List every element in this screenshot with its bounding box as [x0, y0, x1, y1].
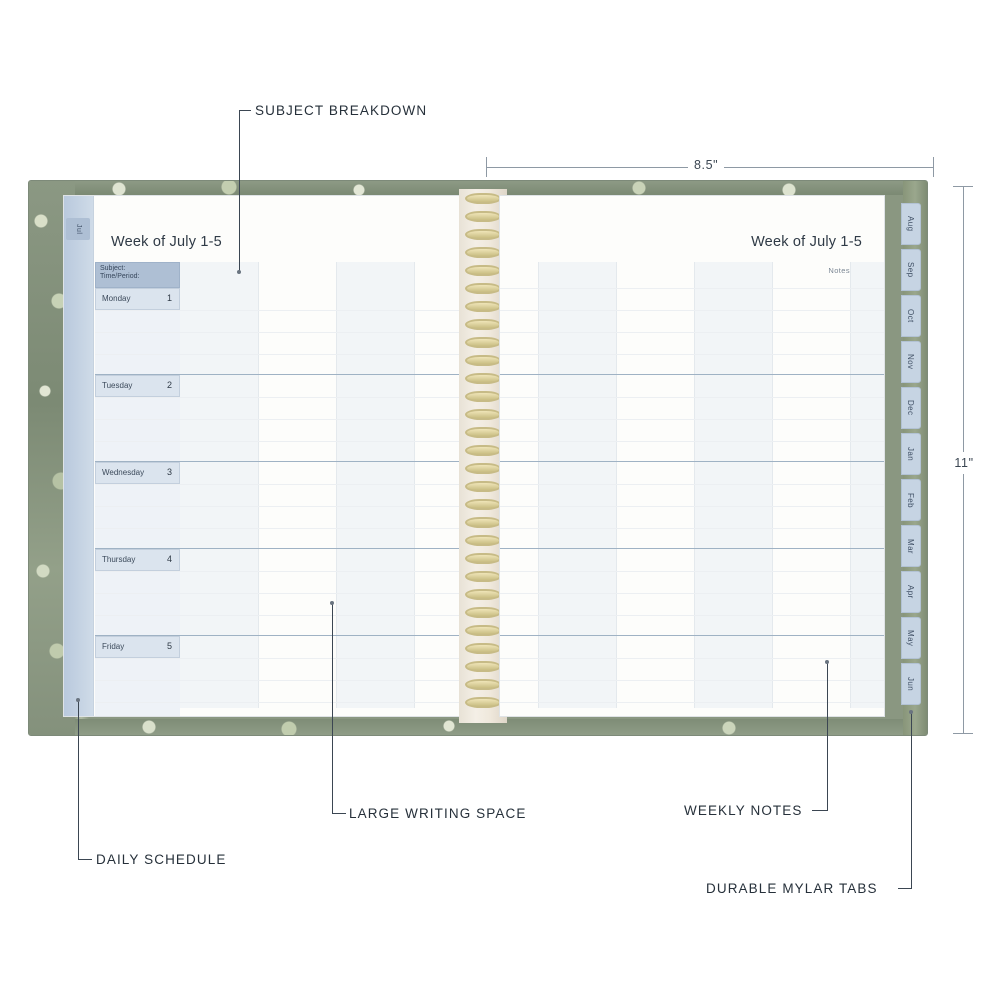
day-name: Friday [102, 642, 125, 651]
writing-rule [500, 332, 884, 333]
day-cell-wednesday[interactable] [95, 462, 180, 484]
writing-rule [500, 310, 884, 311]
callout-dot-weekly-notes [825, 660, 829, 664]
mylar-tab-may[interactable]: May [901, 617, 921, 659]
callout-label-subject-breakdown: SUBJECT BREAKDOWN [255, 103, 428, 118]
mylar-tab-jan[interactable]: Jan [901, 433, 921, 475]
writing-rule [500, 615, 884, 616]
column-band [538, 262, 616, 708]
spiral-coil [465, 247, 501, 258]
callout-leader-durable-mylar-tabs-horizontal [898, 888, 912, 889]
writing-rule [95, 419, 464, 420]
column-rule [414, 262, 415, 708]
spiral-coil [465, 283, 501, 294]
spiral-coil [465, 571, 501, 582]
notes-column-label: Notes [828, 266, 850, 275]
callout-label-durable-mylar-tabs: DURABLE MYLAR TABS [706, 881, 878, 896]
spiral-coil [465, 661, 501, 672]
spiral-coil [465, 211, 501, 222]
spiral-coil [465, 337, 501, 348]
writing-rule [500, 397, 884, 398]
writing-rule [95, 702, 464, 703]
spiral-coil [465, 409, 501, 420]
day-name: Monday [102, 294, 131, 303]
column-rule [694, 262, 695, 708]
mylar-tab-feb[interactable]: Feb [901, 479, 921, 521]
spiral-coil [465, 481, 501, 492]
planner-book [28, 180, 928, 736]
callout-leader-large-writing-space-vertical [332, 603, 333, 814]
callout-dot-large-writing-space [330, 601, 334, 605]
column-band [180, 262, 258, 708]
spiral-coil [465, 427, 501, 438]
spiral-coil [465, 697, 501, 708]
spiral-coil [465, 499, 501, 510]
writing-rule [500, 484, 884, 485]
column-rule [258, 262, 259, 708]
day-cell-friday[interactable] [95, 636, 180, 658]
week-divider [500, 635, 884, 636]
left-page-title: Week of July 1-5 [111, 234, 222, 250]
mylar-tab-apr[interactable]: Apr [901, 571, 921, 613]
right-page [499, 195, 885, 717]
spiral-coil [465, 607, 501, 618]
width-dimension-tick-left [486, 157, 487, 177]
callout-dot-durable-mylar-tabs [909, 710, 913, 714]
spiral-coil [465, 391, 501, 402]
spiral-coil [465, 229, 501, 240]
time-period-label: Time/Period: [100, 273, 140, 281]
spiral-coil [465, 301, 501, 312]
subject-header-cell[interactable] [95, 262, 180, 288]
day-cell-tuesday[interactable] [95, 375, 180, 397]
column-rule [538, 262, 539, 708]
spiral-coil [465, 193, 501, 204]
writing-rule [500, 419, 884, 420]
height-dimension-tick-top [953, 186, 973, 187]
column-band [850, 262, 884, 708]
spiral-coil [465, 679, 501, 690]
writing-rule [500, 593, 884, 594]
day-cell-thursday[interactable] [95, 549, 180, 571]
mylar-tab-aug[interactable]: Aug [901, 203, 921, 245]
subject-label: Subject: [100, 265, 126, 272]
callout-label-weekly-notes: WEEKLY NOTES [684, 803, 803, 818]
callout-leader-daily-schedule-vertical [78, 700, 79, 860]
writing-rule [500, 506, 884, 507]
spiral-coil [465, 625, 501, 636]
spiral-coil [465, 463, 501, 474]
column-rule [772, 262, 773, 708]
spiral-coil [465, 319, 501, 330]
callout-leader-durable-mylar-tabs-vertical [911, 712, 912, 889]
spiral-coil [465, 355, 501, 366]
left-page [63, 195, 465, 717]
day-name: Wednesday [102, 468, 145, 477]
writing-rule [500, 354, 884, 355]
mylar-tab-nov[interactable]: Nov [901, 341, 921, 383]
month-tab-jul[interactable]: Jul [66, 218, 90, 240]
left-page-content [95, 196, 464, 716]
writing-rule [500, 528, 884, 529]
writing-rule [500, 658, 884, 659]
callout-label-large-writing-space: LARGE WRITING SPACE [349, 806, 527, 821]
writing-rule [95, 593, 464, 594]
writing-rule [95, 615, 464, 616]
mylar-tab-strip [901, 203, 921, 707]
spiral-coil [465, 643, 501, 654]
callout-leader-subject-breakdown-vertical [239, 110, 240, 272]
width-dimension-tick-right [933, 157, 934, 177]
writing-rule [95, 310, 464, 311]
callout-leader-large-writing-space-horizontal [332, 813, 346, 814]
mylar-tab-oct[interactable]: Oct [901, 295, 921, 337]
mylar-tab-mar[interactable]: Mar [901, 525, 921, 567]
callout-leader-daily-schedule-horizontal [78, 859, 92, 860]
width-dimension-label: 8.5" [688, 158, 724, 172]
writing-rule [95, 332, 464, 333]
callout-leader-subject-breakdown-horizontal [239, 110, 251, 111]
spiral-coil [465, 373, 501, 384]
writing-rule [95, 441, 464, 442]
spiral-coil [465, 553, 501, 564]
day-number: 5 [166, 641, 172, 651]
week-divider [500, 374, 884, 375]
writing-rule [95, 484, 464, 485]
column-rule [336, 262, 337, 708]
column-rule [616, 262, 617, 708]
column-band [694, 262, 772, 708]
column-rule [850, 262, 851, 708]
spiral-coil [465, 589, 501, 600]
callout-dot-daily-schedule [76, 698, 80, 702]
mylar-tab-sep[interactable]: Sep [901, 249, 921, 291]
callout-leader-weekly-notes-horizontal [812, 810, 828, 811]
callout-leader-weekly-notes-vertical [827, 662, 828, 811]
day-name: Tuesday [102, 381, 133, 390]
week-divider [500, 461, 884, 462]
callout-label-daily-schedule: DAILY SCHEDULE [96, 852, 227, 867]
writing-rule [500, 441, 884, 442]
writing-rule [95, 528, 464, 529]
planner-cover [28, 180, 928, 736]
mylar-tab-dec[interactable]: Dec [901, 387, 921, 429]
column-band [336, 262, 414, 708]
spiral-coil [465, 517, 501, 528]
right-page-content [500, 196, 884, 716]
writing-rule [95, 571, 464, 572]
spiral-coil [465, 265, 501, 276]
left-binding-strip [64, 196, 94, 716]
writing-rule [95, 506, 464, 507]
writing-rule [500, 288, 884, 289]
day-name: Thursday [102, 555, 136, 564]
spiral-coil [465, 445, 501, 456]
height-dimension-tick-bottom [953, 733, 973, 734]
day-cell-monday[interactable] [95, 288, 180, 310]
writing-rule [95, 680, 464, 681]
day-number: 2 [166, 380, 172, 390]
day-number: 3 [166, 467, 172, 477]
mylar-tab-jun[interactable]: Jun [901, 663, 921, 705]
writing-rule [95, 397, 464, 398]
right-page-title: Week of July 1-5 [751, 234, 862, 250]
writing-rule [500, 571, 884, 572]
week-divider [500, 548, 884, 549]
callout-dot-subject-breakdown [237, 270, 241, 274]
writing-rule [95, 354, 464, 355]
spiral-coil [465, 535, 501, 546]
height-dimension-label: 11" [950, 452, 978, 474]
day-number: 1 [166, 293, 172, 303]
day-number: 4 [166, 554, 172, 564]
writing-rule [95, 658, 464, 659]
